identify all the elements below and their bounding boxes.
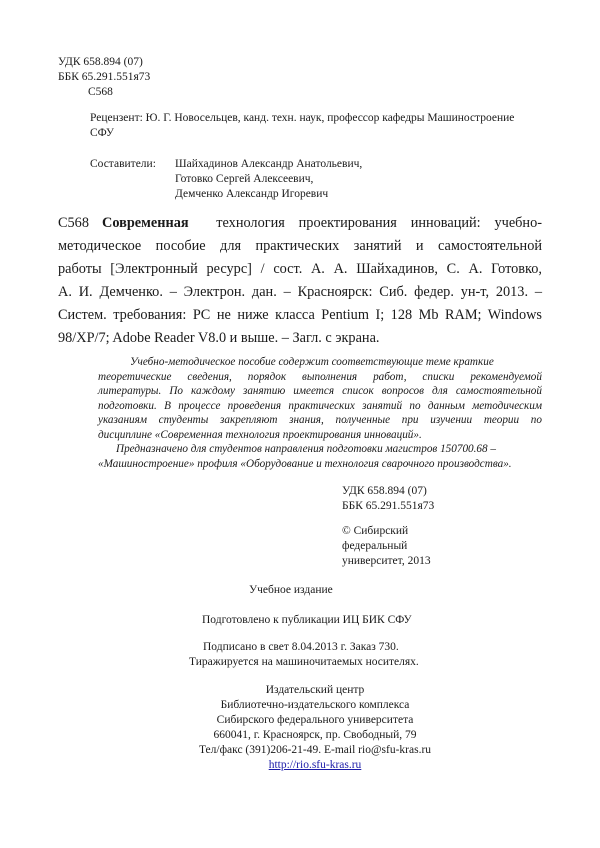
bbk-code: ББК 65.291.551я73	[58, 71, 151, 83]
compiler-name: Шайхадинов Александр Анатольевич,	[175, 158, 363, 170]
prepared-line: Подготовлено к публикации ИЦ БИК СФУ	[202, 614, 412, 626]
right-block	[342, 484, 434, 569]
header-codes	[58, 55, 150, 100]
reviewer-line-1: Рецензент: Ю. Г. Новосельцев, канд. техн. наук, профессор кафедры Машиностроение	[90, 112, 515, 124]
udk-code-repeat: УДК 658.894 (07)	[342, 485, 427, 497]
annotation-line: указаниям студенты закрепляют знания, полученные при изучении теории по	[98, 414, 542, 426]
publisher-line: Сибирского федерального университета	[216, 714, 414, 726]
annotation-line: дисциплине «Современная технология проектирования инноваций».	[98, 428, 422, 441]
imprint	[200, 583, 446, 598]
copyright-line: федеральный	[342, 540, 408, 552]
author-code: С568	[88, 86, 113, 98]
annotation-line: «Машиностроение» профиля «Оборудование и технология сварочного производства».	[98, 457, 512, 470]
annotation-line: подготовки. В процессе проведения практических занятий по данным методическим	[98, 399, 542, 412]
description-line: технология проектирования инноваций: учебно-	[216, 215, 542, 231]
description-line: работы [Электронный ресурс] / сост. А. А. Шайхадинов, С. А. Готовко,	[58, 261, 542, 277]
annotation-line: литературы. По каждому занятию имеется список вопросов для самостоятельной	[98, 385, 542, 397]
compiler-name: Демченко Александр Игоревич	[175, 188, 329, 200]
annotation-line: теоретические сведения, порядок выполнения работ, списки рекомендуемой	[98, 370, 542, 383]
description-line: 98/XP/7; Adobe Reader V8.0 и выше. – Загл. с экрана.	[58, 330, 380, 346]
description-code: С568	[58, 215, 89, 231]
publisher-line: Издательский центр	[265, 684, 365, 696]
description-line: А. И. Демченко. – Электрон. дан. – Красноярск: Сиб. федер. ун-т, 2013. –	[58, 284, 542, 300]
annotation-line: Учебно-методическое пособие содержит соответствующие теме краткие	[130, 356, 494, 368]
publisher-line: Тел/факс (391)206-21-49. E-mail rio@sfu-kras.ru	[198, 744, 432, 756]
description-line: методическое пособие для практических занятий и самостоятельной	[58, 238, 542, 254]
publisher-block	[190, 683, 440, 773]
compilers-label: Составители:	[90, 158, 156, 170]
reviewer-block	[90, 111, 514, 141]
publisher-url-link[interactable]: http://rio.sfu-kras.ru	[268, 759, 362, 771]
publisher-line: 660041, г. Красноярск, пр. Свободный, 79	[213, 729, 417, 741]
copyright-line: © Сибирский	[342, 525, 409, 537]
description-bold-title: Современная	[102, 215, 189, 231]
replicated-line: Тиражируется на машиночитаемых носителях.	[189, 656, 419, 668]
description-line: Систем. требования: PC не ниже класса Pentium I; 128 Mb RAM; Windows	[58, 307, 542, 323]
reviewer-line-2: СФУ	[90, 127, 115, 139]
edition-type: Учебное издание	[249, 584, 333, 596]
annotation-line: Предназначено для студентов направления подготовки магистров 150700.68 –	[116, 443, 497, 455]
signed-block	[189, 640, 419, 670]
publisher-line: Библиотечно-издательского комплекса	[220, 699, 410, 711]
compiler-name: Готовко Сергей Алексеевич,	[175, 173, 314, 185]
bbk-code-repeat: ББК 65.291.551я73	[342, 500, 435, 512]
udk-code: УДК 658.894 (07)	[58, 56, 143, 68]
copyright-line: университет, 2013	[342, 555, 431, 567]
signed-line: Подписано в свет 8.04.2013 г. Заказ 730.	[203, 641, 399, 653]
